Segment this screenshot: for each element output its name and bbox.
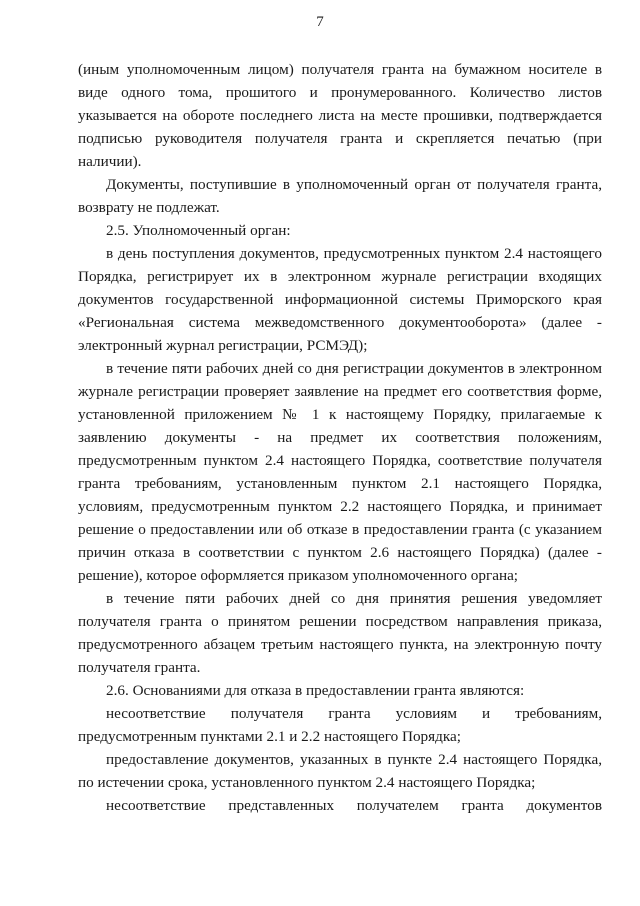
paragraph-refusal-reason-3: несоответствие представленных получателем гранта документов — [106, 797, 602, 814]
paragraph-continuation: (иным уполномоченным лицом) получателя гранта на бумажном носителе в виде одного тома, прошитого и пронумерованного. Количество листов указывается на обороте последнего листа на месте прошивки, подтверждается подписью руководителя получателя гранта и скрепляется печатью (при наличии). — [78, 61, 602, 170]
paragraph-registration: в день поступления документов, предусмотренных пунктом 2.4 настоящего Порядка, регистрирует их в электронном журнале регистрации входящих документов государственной информационной системы Приморского края «Региональная система межведомственного документооборота» (далее - электронный журнал регистрации, РСМЭД); — [78, 245, 602, 354]
section-heading-2-5: 2.5. Уполномоченный орган: — [106, 222, 291, 239]
paragraph-review: в течение пяти рабочих дней со дня регистрации документов в электронном журнале регистрации проверяет заявление на предмет его соответствия форме, установленной приложением № 1 к настоящему Порядку, прилагаемые к заявлению документы - на предмет их соответствия положениям, предусмотренным пунктом 2.4 настоящего Порядка, соответствие получателя гранта требованиям, установленным пунктом 2.1 настоящего Порядка, условиям, предусмотренным пунктом 2.2 настоящего Порядка, и принимает решение о предоставлении или об отказе в предоставлении гранта (с указанием причин отказа в соответствии с пунктом 2.6 настоящего Порядка) (далее - решение), которое оформляется приказом уполномоченного органа; — [78, 360, 602, 584]
document-body — [78, 58, 602, 817]
section-heading-2-6: 2.6. Основаниями для отказа в предоставлении гранта являются: — [106, 682, 525, 699]
paragraph-refusal-reason-2: предоставление документов, указанных в пункте 2.4 настоящего Порядка, по истечении срока, установленного пунктом 2.4 настоящего Порядка; — [78, 751, 602, 791]
paragraph-documents-not-returned: Документы, поступившие в уполномоченный орган от получателя гранта, возврату не подлежат. — [78, 176, 602, 216]
page-number: 7 — [316, 14, 324, 30]
paragraph-refusal-reason-1: несоответствие получателя гранта условиям и требованиям, предусмотренным пунктами 2.1 и 2.2 настоящего Порядка; — [78, 705, 602, 745]
paragraph-notification: в течение пяти рабочих дней со дня принятия решения уведомляет получателя гранта о принятом решении посредством направления приказа, предусмотренного абзацем третьим настоящего пункта, на электронную почту получателя гранта. — [78, 590, 602, 676]
